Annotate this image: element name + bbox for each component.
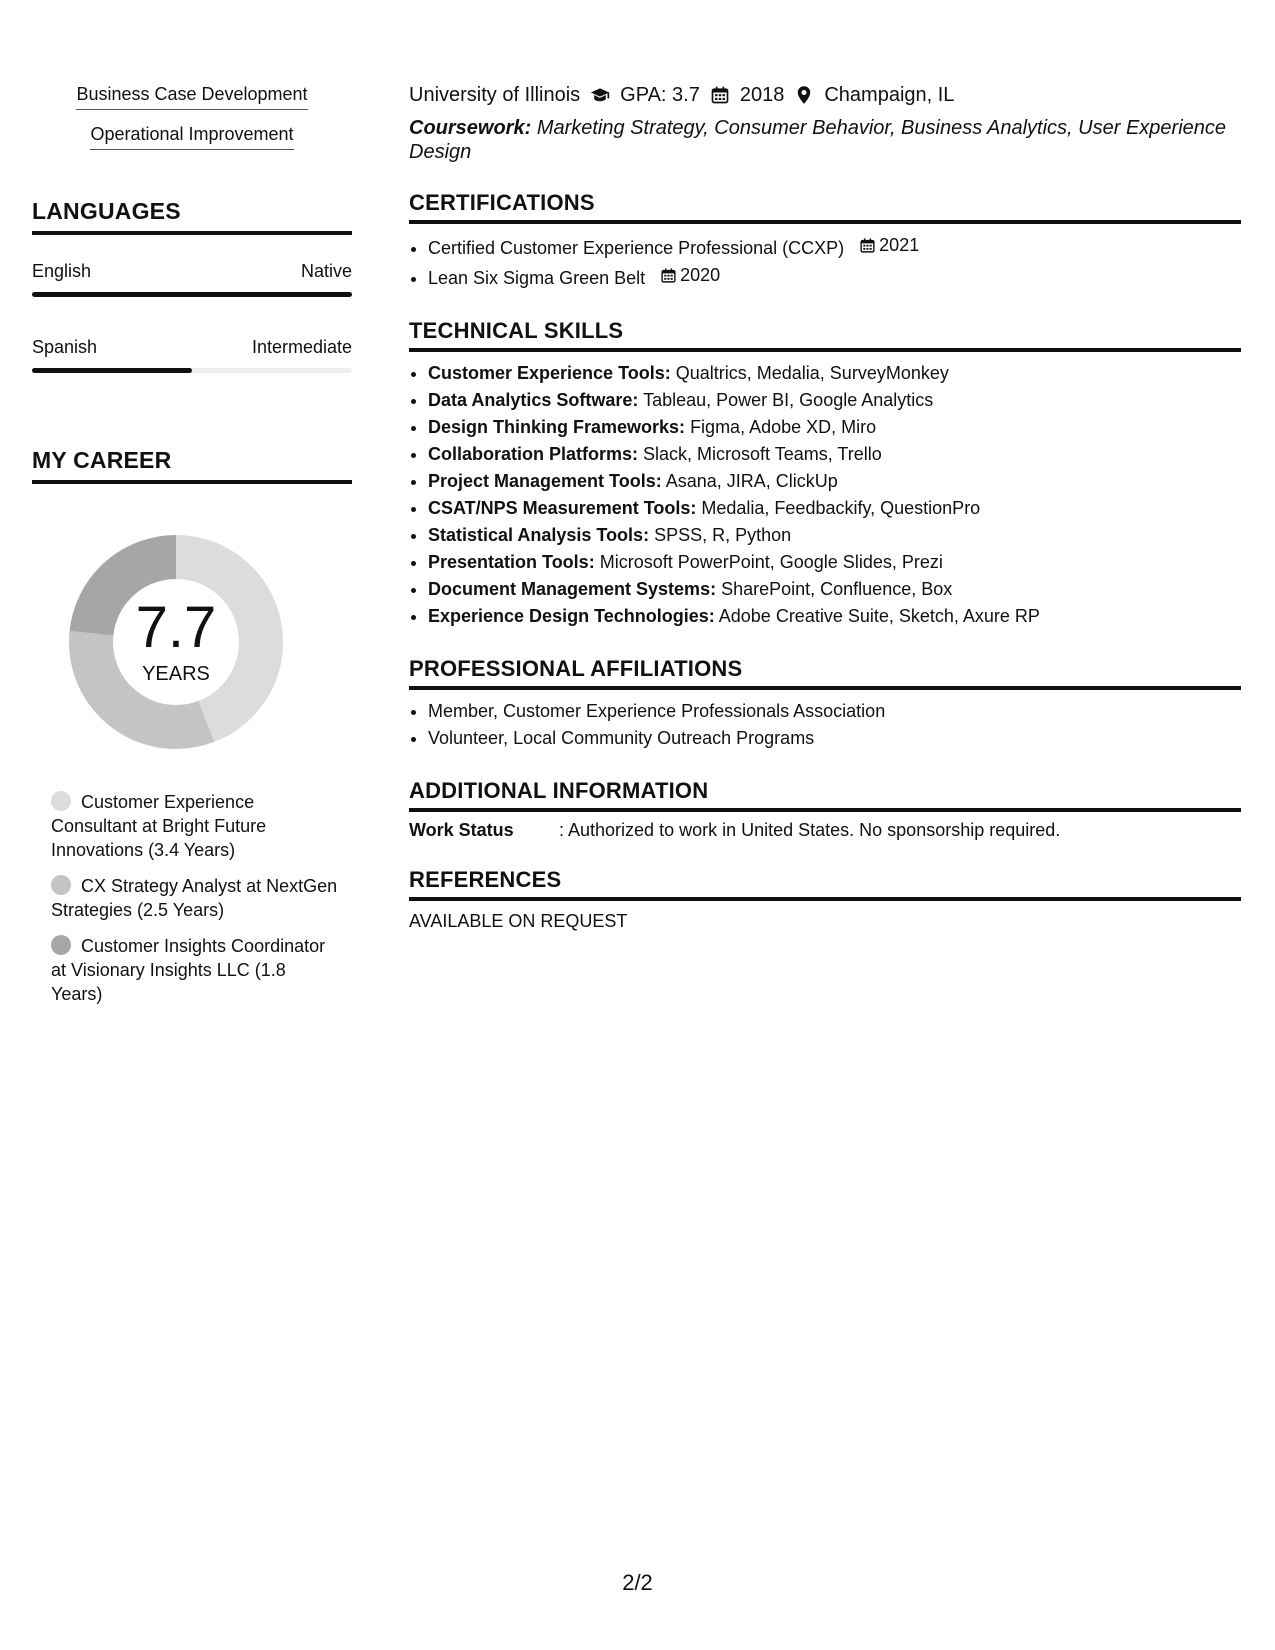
calendar-icon bbox=[660, 267, 677, 284]
skill-item bbox=[428, 549, 1241, 576]
calendar-icon bbox=[710, 85, 730, 105]
language-proficiency-fill bbox=[32, 292, 352, 297]
affiliations-title: PROFESSIONAL AFFILIATIONS bbox=[409, 656, 1241, 690]
career-title: MY CAREER bbox=[32, 447, 352, 484]
skill-category: Customer Experience Tools: bbox=[428, 363, 671, 383]
additional-info-title: ADDITIONAL INFORMATION bbox=[409, 778, 1241, 812]
language-name: Spanish bbox=[32, 337, 98, 357]
skill-item bbox=[428, 387, 1241, 414]
career-legend-item bbox=[51, 934, 341, 1006]
certifications-title: CERTIFICATIONS bbox=[409, 190, 1241, 224]
career-donut-chart bbox=[56, 522, 296, 762]
skill-item bbox=[428, 441, 1241, 468]
affiliation-item: • Member, Customer Experience Professionals Association bbox=[428, 698, 1241, 725]
certifications-list bbox=[409, 232, 1241, 292]
skill-values: Slack, Microsoft Teams, Trello bbox=[643, 444, 882, 464]
skill-values: Figma, Adobe XD, Miro bbox=[690, 417, 877, 437]
career-total-unit: YEARS bbox=[142, 662, 210, 685]
skill-category: CSAT/NPS Measurement Tools: bbox=[428, 498, 697, 518]
skill-category: Project Management Tools: bbox=[428, 471, 662, 491]
skill-category: Experience Design Technologies: bbox=[428, 606, 715, 626]
skill-item bbox=[428, 360, 1241, 387]
career-role-label: Customer Insights Coordinator at Visionary Insights LLC (1.8 Years) bbox=[51, 936, 326, 1004]
certification-year: 2020 bbox=[680, 265, 721, 285]
career-legend-item bbox=[51, 874, 341, 922]
skill-values: Microsoft PowerPoint, Google Slides, Prezi bbox=[599, 552, 943, 572]
languages-title: LANGUAGES bbox=[32, 198, 352, 235]
education-location: Champaign, IL bbox=[824, 83, 955, 106]
affiliations-list bbox=[409, 698, 1241, 752]
certification-name: Lean Six Sigma Green Belt bbox=[428, 268, 646, 288]
skill-item bbox=[428, 576, 1241, 603]
career-legend-item bbox=[51, 790, 341, 862]
page-number: 2/2 bbox=[622, 1570, 653, 1595]
skill-values: Tableau, Power BI, Google Analytics bbox=[643, 390, 934, 410]
education-school: University of Illinois bbox=[409, 83, 581, 106]
certification-year: 2021 bbox=[879, 235, 920, 255]
graduation-cap-icon bbox=[590, 85, 610, 105]
career-role-label: Customer Experience Consultant at Bright Future Innovations (3.4 Years) bbox=[51, 792, 267, 860]
right-column bbox=[409, 80, 1241, 932]
work-status-row bbox=[409, 820, 1241, 841]
legend-dot bbox=[51, 875, 71, 895]
language-item bbox=[32, 261, 352, 297]
career-role-label: CX Strategy Analyst at NextGen Strategies (2.5 Years) bbox=[51, 876, 338, 920]
certification-item bbox=[428, 262, 1241, 292]
references-text: AVAILABLE ON REQUEST bbox=[409, 911, 628, 931]
career-total-years: 7.7 bbox=[135, 594, 217, 660]
language-proficiency-bar bbox=[32, 292, 352, 297]
calendar-icon bbox=[859, 237, 876, 254]
skill-tag: Business Case Development bbox=[76, 84, 307, 110]
language-level: Native bbox=[300, 261, 352, 281]
skill-values: Adobe Creative Suite, Sketch, Axure RP bbox=[718, 606, 1040, 626]
language-proficiency-bar bbox=[32, 368, 352, 373]
map-pin-icon bbox=[794, 85, 814, 105]
coursework-label: Coursework: bbox=[409, 117, 532, 139]
skill-values: Qualtrics, Medalia, SurveyMonkey bbox=[675, 363, 949, 383]
legend-dot bbox=[51, 935, 71, 955]
technical-skills-list bbox=[409, 360, 1241, 630]
skill-item bbox=[428, 414, 1241, 441]
skill-category: Statistical Analysis Tools: bbox=[428, 525, 650, 545]
skill-category: Data Analytics Software: bbox=[428, 390, 639, 410]
skill-category: Document Management Systems: bbox=[428, 579, 717, 599]
skill-values: Asana, JIRA, ClickUp bbox=[665, 471, 838, 491]
education-gpa: GPA: 3.7 bbox=[620, 83, 700, 106]
language-name: English bbox=[32, 261, 92, 281]
education-year: 2018 bbox=[739, 83, 785, 106]
skill-values: SPSS, R, Python bbox=[654, 525, 792, 545]
references-title: REFERENCES bbox=[409, 867, 1241, 901]
certification-item bbox=[428, 232, 1241, 262]
legend-dot bbox=[51, 791, 71, 811]
affiliation-item: • Volunteer, Local Community Outreach Programs bbox=[428, 725, 1241, 752]
coursework bbox=[409, 116, 1241, 164]
skill-category: Presentation Tools: bbox=[428, 552, 595, 572]
work-status-value: : Authorized to work in United States. No sponsorship required. bbox=[559, 820, 1061, 840]
career-legend bbox=[51, 790, 341, 1006]
language-item bbox=[32, 337, 352, 373]
technical-skills-title: TECHNICAL SKILLS bbox=[409, 318, 1241, 352]
education-line bbox=[409, 80, 1241, 110]
skill-tag: Operational Improvement bbox=[90, 124, 293, 150]
left-column bbox=[32, 84, 352, 1018]
certification-name: Certified Customer Experience Professional (CCXP) bbox=[428, 238, 845, 258]
language-level: Intermediate bbox=[251, 337, 352, 357]
coursework-list: Marketing Strategy, Consumer Behavior, Business Analytics, User Experience Design bbox=[409, 117, 1227, 163]
language-list bbox=[32, 261, 352, 373]
skill-category: Design Thinking Frameworks: bbox=[428, 417, 686, 437]
skill-item bbox=[428, 495, 1241, 522]
skill-item bbox=[428, 522, 1241, 549]
skill-values: Medalia, Feedbackify, QuestionPro bbox=[701, 498, 981, 518]
skill-values: SharePoint, Confluence, Box bbox=[721, 579, 953, 599]
language-proficiency-fill bbox=[32, 368, 192, 373]
skill-item bbox=[428, 603, 1241, 630]
skill-item bbox=[428, 468, 1241, 495]
skill-category: Collaboration Platforms: bbox=[428, 444, 639, 464]
work-status-label: Work Status bbox=[409, 820, 514, 840]
